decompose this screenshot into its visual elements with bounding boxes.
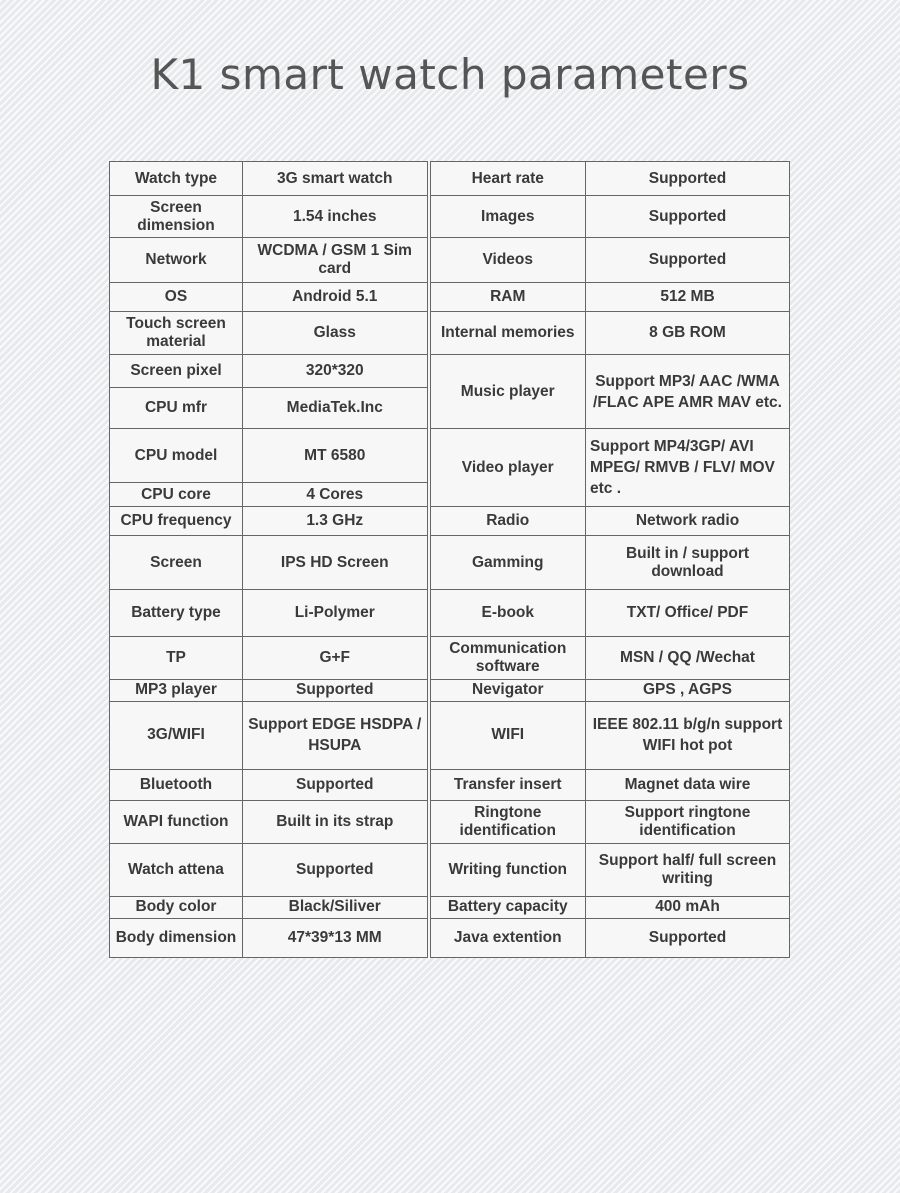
param-name: Network [110, 238, 243, 283]
param-value: Black/Siliver [243, 896, 429, 918]
table-row [110, 636, 790, 679]
param-name: Body color [110, 896, 243, 918]
param-name: CPU frequency [110, 507, 243, 536]
param-name: RAM [429, 283, 586, 312]
param-value: MT 6580 [243, 429, 429, 483]
param-name: Touch screen material [110, 312, 243, 355]
param-value: Supported [586, 196, 790, 238]
param-name: CPU mfr [110, 388, 243, 429]
param-value: MediaTek.Inc [243, 388, 429, 429]
param-value: G+F [243, 636, 429, 679]
param-value: Glass [243, 312, 429, 355]
param-name: WAPI function [110, 800, 243, 843]
param-value: Support MP3/ AAC /WMA /FLAC APE AMR MAV etc. [586, 355, 790, 429]
table-row [110, 196, 790, 238]
param-name: Nevigator [429, 679, 586, 701]
param-name: Screen [110, 536, 243, 590]
param-value: Support half/ full screen writing [586, 843, 790, 896]
param-value: 400 mAh [586, 896, 790, 918]
table-row [110, 312, 790, 355]
param-value: Android 5.1 [243, 283, 429, 312]
param-value: IPS HD Screen [243, 536, 429, 590]
param-value: 512 MB [586, 283, 790, 312]
param-value: 8 GB ROM [586, 312, 790, 355]
param-name: 3G/WIFI [110, 701, 243, 769]
spec-table [109, 161, 790, 958]
param-name: Gamming [429, 536, 586, 590]
table-row [110, 896, 790, 918]
param-name: Bluetooth [110, 769, 243, 800]
param-name: Body dimension [110, 918, 243, 957]
param-name: Radio [429, 507, 586, 536]
param-value: 3G smart watch [243, 162, 429, 196]
param-name: Java extention [429, 918, 586, 957]
param-name: Battery type [110, 590, 243, 636]
param-value: Supported [243, 679, 429, 701]
param-name: WIFI [429, 701, 586, 769]
param-value: Built in its strap [243, 800, 429, 843]
param-value: IEEE 802.11 b/g/n support WIFI hot pot [586, 701, 790, 769]
param-name: Videos [429, 238, 586, 283]
param-name: Heart rate [429, 162, 586, 196]
param-name: OS [110, 283, 243, 312]
param-value: 1.3 GHz [243, 507, 429, 536]
param-value: 4 Cores [243, 483, 429, 507]
param-name: TP [110, 636, 243, 679]
param-value: Support EDGE HSDPA / HSUPA [243, 701, 429, 769]
table-row [110, 701, 790, 769]
table-row [110, 800, 790, 843]
param-value: GPS , AGPS [586, 679, 790, 701]
param-value: Li-Polymer [243, 590, 429, 636]
table-row [110, 507, 790, 536]
param-name: Watch attena [110, 843, 243, 896]
table-row [110, 918, 790, 957]
param-name: Battery capacity [429, 896, 586, 918]
param-name: E-book [429, 590, 586, 636]
table-row [110, 238, 790, 283]
table-row [110, 536, 790, 590]
table-row [110, 590, 790, 636]
param-value: Support ringtone identification [586, 800, 790, 843]
param-value: Supported [586, 162, 790, 196]
table-row [110, 843, 790, 896]
param-name: Ringtone identification [429, 800, 586, 843]
param-value: MSN / QQ /Wechat [586, 636, 790, 679]
param-value: WCDMA / GSM 1 Sim card [243, 238, 429, 283]
table-row [110, 769, 790, 800]
param-value: Support MP4/3GP/ AVI MPEG/ RMVB / FLV/ MOV etc . [586, 429, 790, 507]
param-name: Writing function [429, 843, 586, 896]
param-value: Supported [586, 238, 790, 283]
param-name: Transfer insert [429, 769, 586, 800]
param-value: Network radio [586, 507, 790, 536]
param-value: Supported [243, 769, 429, 800]
param-value: TXT/ Office/ PDF [586, 590, 790, 636]
param-name: Communication software [429, 636, 586, 679]
table-row [110, 162, 790, 196]
param-value: 47*39*13 MM [243, 918, 429, 957]
param-value: 320*320 [243, 355, 429, 388]
table-row [110, 355, 790, 388]
param-name: Screen pixel [110, 355, 243, 388]
param-value: Built in / support download [586, 536, 790, 590]
param-name: Video player [429, 429, 586, 507]
param-name: Internal memories [429, 312, 586, 355]
param-value: 1.54 inches [243, 196, 429, 238]
param-value: Supported [243, 843, 429, 896]
param-name: MP3 player [110, 679, 243, 701]
param-name: Screen dimension [110, 196, 243, 238]
param-name: Music player [429, 355, 586, 429]
table-row [110, 283, 790, 312]
param-name: CPU model [110, 429, 243, 483]
param-name: CPU core [110, 483, 243, 507]
param-value: Magnet data wire [586, 769, 790, 800]
param-name: Watch type [110, 162, 243, 196]
table-row [110, 429, 790, 483]
table-row [110, 679, 790, 701]
param-name: Images [429, 196, 586, 238]
param-value: Supported [586, 918, 790, 957]
page-title: K1 smart watch parameters [150, 50, 750, 99]
